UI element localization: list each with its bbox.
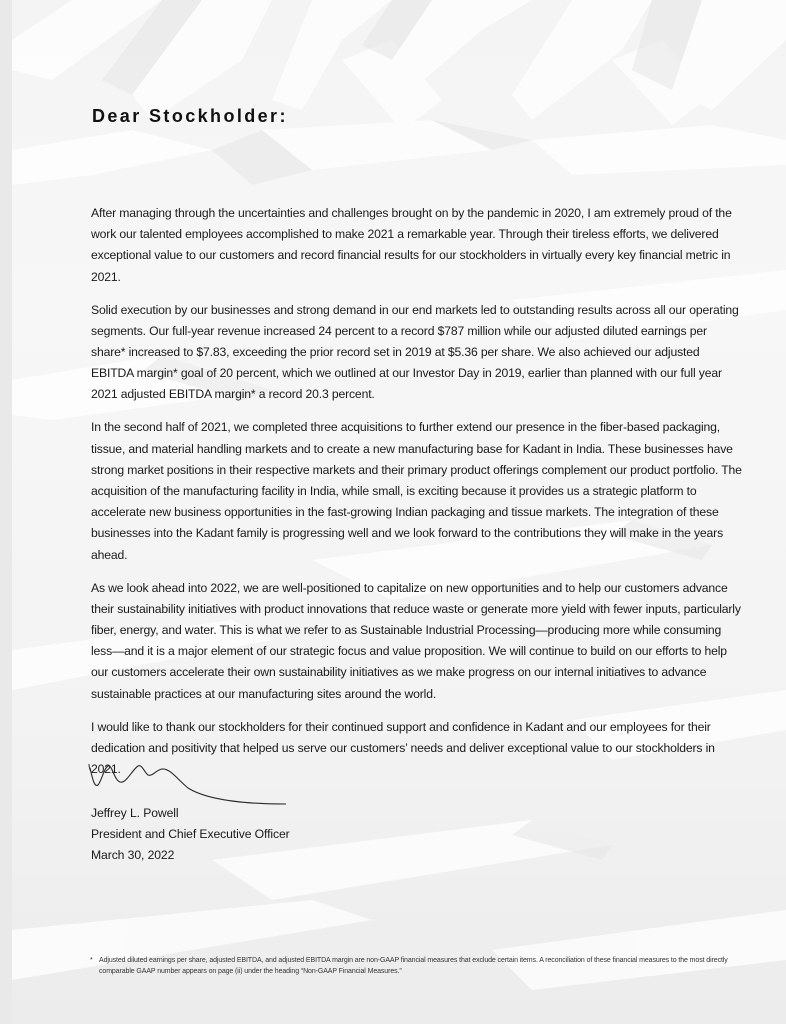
greeting-heading: Dear Stockholder: — [92, 106, 288, 126]
letter-page — [12, 0, 786, 1024]
signatory-title: President and Chief Executive Officer — [91, 827, 290, 841]
footnote-text: Adjusted diluted earnings per share, adjusted EBITDA, and adjusted EBITDA margin are non-GAAP financial measures that exclude certain items. A reconciliation of these financial measures to the most directly comparable GAAP number appears on page (ii) under the heading “Non-GAAP Financial Measures.” — [99, 957, 728, 975]
letter-body — [91, 203, 743, 792]
letter-paragraph: In the second half of 2021, we completed three acquisitions to further extend our presence in the fiber-based packaging, tissue, and material handling markets and to create a new manufacturing base for Kadant in India. These businesses have strong market positions in their respective markets and their primary product offerings complement our product portfolio. The acquisition of the manufacturing facility in India, while small, is exciting because it provides us a strategic platform to accelerate new business opportunities in the fast-growing Indian packaging and tissue markets. The integration of these businesses into the Kadant family is progressing well and we look forward to the contributions they will make in the years ahead. — [91, 420, 742, 562]
signature-block — [91, 803, 290, 866]
footnote-mark: * — [90, 957, 93, 964]
signatory-name: Jeffrey L. Powell — [91, 806, 179, 820]
letter-paragraph: After managing through the uncertainties and challenges brought on by the pandemic in 2020, I am extremely proud of the work our talented employees accomplished to make 2021 a remarkable year. Through their tireless efforts, we delivered exceptional value to our customers and record financial results for our stockholders in virtually every key financial metric in 2021. — [91, 206, 732, 284]
letter-paragraph: As we look ahead into 2022, we are well-positioned to capitalize on new opportunities and to help our customers advance their sustainability initiatives with product innovations that reduce waste or generate more yield with fewer inputs, particularly fiber, energy, and water. This is what we refer to as Sustainable Industrial Processing—producing more while consuming less—and it is a major element of our strategic focus and value proposition. We will continue to build on our efforts to help our customers accelerate their own sustainability initiatives as we make progress on our internal initiatives to advance sustainable practices at our manufacturing sites around the world. — [91, 580, 741, 701]
letter-date: March 30, 2022 — [91, 848, 175, 862]
footnote — [90, 956, 749, 977]
letter-paragraph: I would like to thank our stockholders for their continued support and confidence in Kadant and our employees for their dedication and positivity that helped us serve our customers’ needs and deliver exceptional value to our stockholders in 2021. — [91, 719, 715, 777]
letter-paragraph: Solid execution by our businesses and strong demand in our end markets led to outstanding results across all our operating segments. Our full-year revenue increased 24 percent to a record $787 million while our adjusted diluted earnings per share* increased to $7.83, exceeding the prior record set in 2019 at $5.36 per share. We also achieved our adjusted EBITDA margin* goal of 20 percent, which we outlined at our Investor Day in 2019, earlier than planned with our full year 2021 adjusted EBITDA margin* a record 20.3 percent. — [91, 302, 739, 402]
